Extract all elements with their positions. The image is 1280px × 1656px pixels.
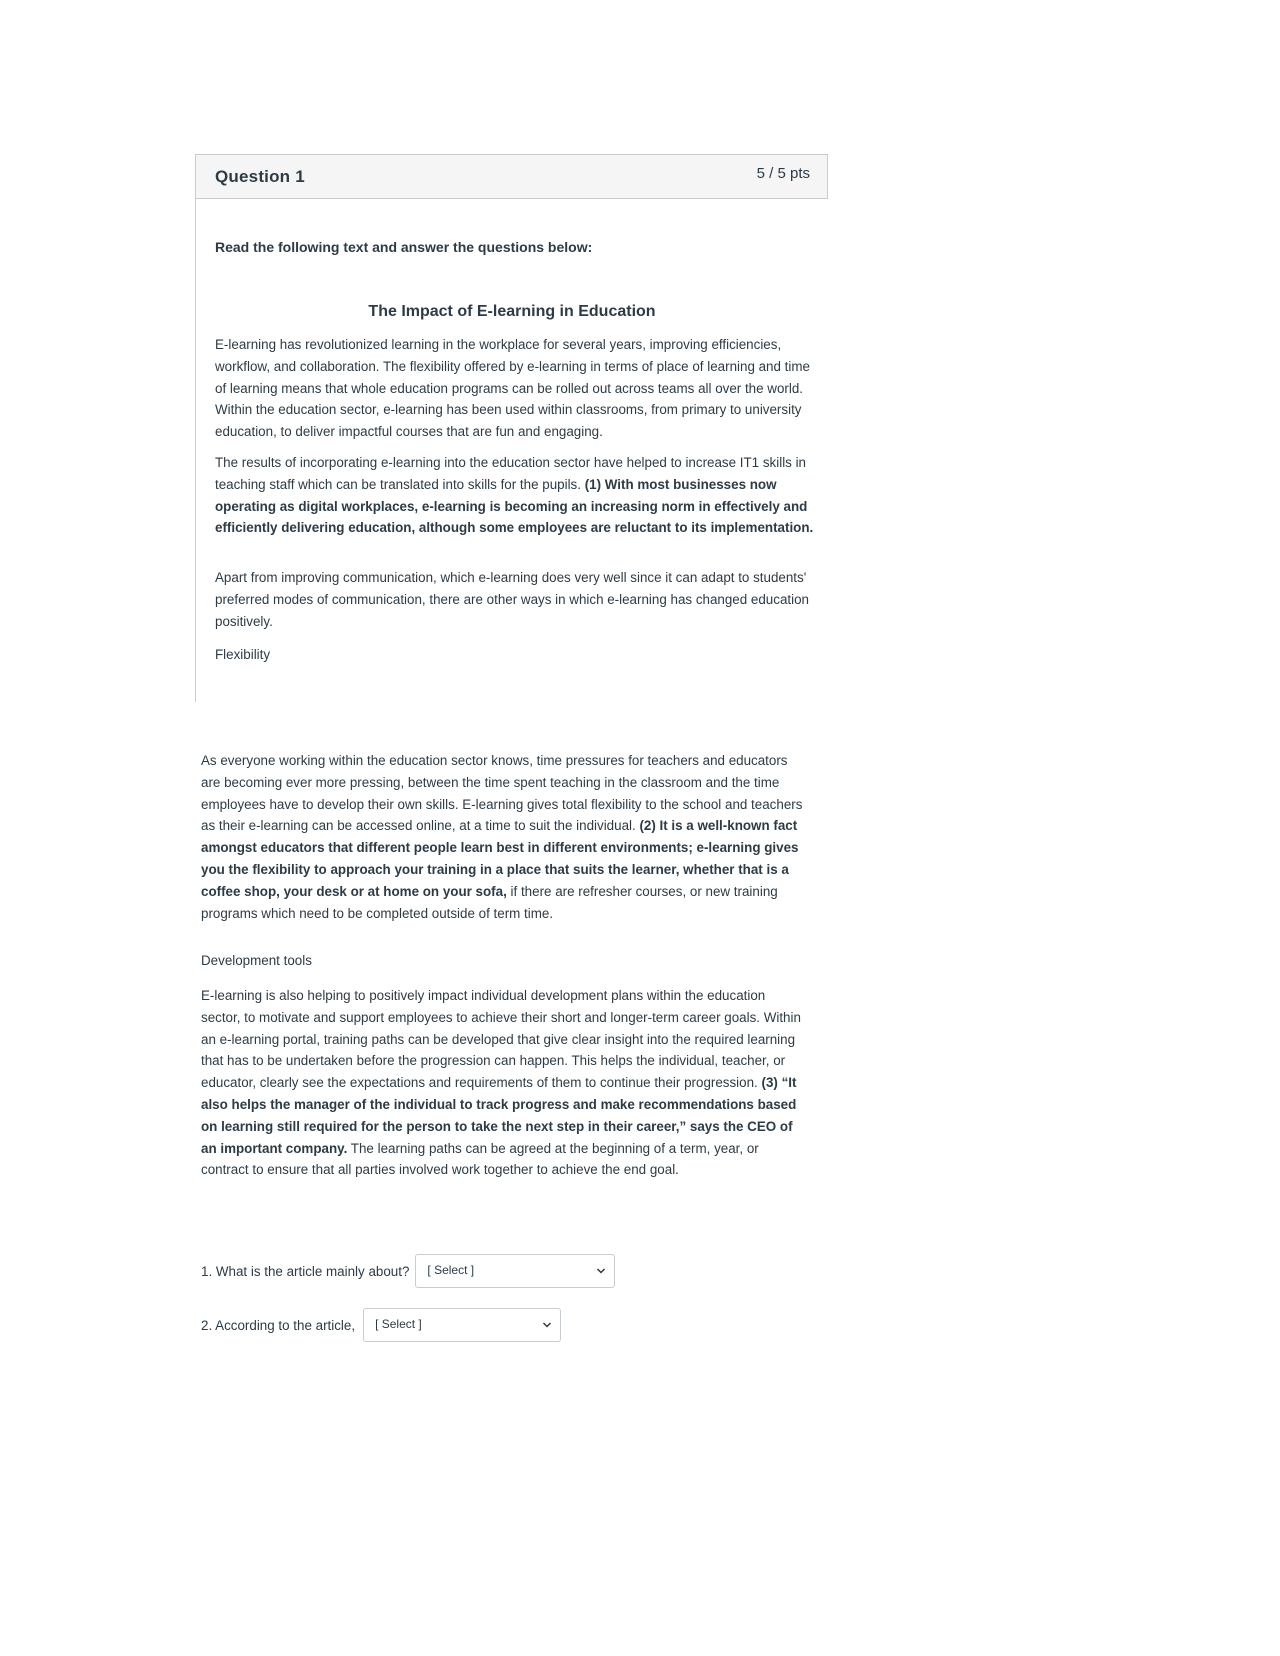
article-paragraph-2-bold: (1) With most businesses now operating as digital workplaces, e-learning is becoming an increasing norm in effectively and efficiently delivering education, although some employees are reluctant to its implementation.: [215, 476, 814, 536]
article-paragraph-4: [201, 750, 806, 924]
question-1-select-value: [ Select ]: [427, 1263, 475, 1277]
question-title: Question 1: [215, 167, 305, 186]
lower-panel: [182, 735, 812, 1340]
article-paragraph-5: [201, 985, 806, 1181]
subheading-flexibility: Flexibility: [215, 647, 271, 662]
chevron-down-icon: [596, 1267, 606, 1275]
article-paragraph-4-bold: (2) It is a well-known fact amongst educators that different people learn best in different environments; e-learning gives you the flexibility to approach your training in a place that suits the learner, whether that is a coffee shop, your desk or at home on your sofa,: [201, 818, 799, 899]
question-row-1: [201, 1253, 615, 1289]
question-1-label: 1. What is the article mainly about?: [201, 1263, 410, 1279]
subheading-development-tools: Development tools: [201, 953, 312, 968]
article-paragraph-5-tail: The learning paths can be agreed at the beginning of a term, year, or contract to ensure that all parties involved work together to achieve the end goal.: [201, 1140, 759, 1178]
question-row-2: [201, 1307, 561, 1343]
article-paragraph-2: [215, 452, 815, 539]
question-2-select-value: [ Select ]: [375, 1317, 422, 1331]
article-paragraph-5-bold: (3) “It also helps the manager of the individual to track progress and make recommendations based on learning still required for the person to take the next step in their career,” says the CEO of an important company.: [201, 1075, 797, 1156]
question-2-select[interactable]: [363, 1308, 561, 1342]
question-points: 5 / 5 pts: [756, 165, 810, 182]
article-paragraph-1: E-learning has revolutionized learning in the workplace for several years, improving efficiencies, workflow, and collaboration. The flexibility offered by e-learning in terms of place of learning and time of learning means that whole education programs can be rolled out across teams all over the world. Within the education sector, e-learning has been used within classrooms, from primary to university education, to deliver impactful courses that are fun and engaging.: [215, 337, 810, 440]
article-paragraph-3: Apart from improving communication, which e-learning does very well since it can adapt to students' preferred modes of communication, there are other ways in which e-learning has changed education positively.: [215, 570, 809, 629]
question-card: [195, 154, 827, 702]
article-paragraph-5-text: E-learning is also helping to positively impact individual development plans within the education sector, to motivate and support employees to achieve their short and longer-term career goals. Within an e-learning portal, training paths can be developed that give clear insight into the required learning that has to be undertaken before the progression can happen. This helps the individual, teacher, or educator, clearly see the expectations and requirements of them to continue their progression.: [201, 988, 801, 1091]
question-instruction: Read the following text and answer the questions below:: [215, 239, 593, 255]
article-paragraph-2-text: The results of incorporating e-learning into the education sector have helped to increase IT1 skills in teaching staff which can be translated into skills for the pupils.: [215, 455, 807, 492]
question-1-select[interactable]: [415, 1254, 615, 1288]
question-2-label: 2. According to the article,: [201, 1317, 356, 1333]
article-paragraph-4-tail: if there are refresher courses, or new training programs which need to be completed outside of term time.: [201, 883, 778, 921]
question-header: [196, 154, 828, 199]
chevron-down-icon: [542, 1321, 552, 1329]
article-title: The Impact of E-learning in Education: [368, 303, 656, 320]
article-paragraph-4-text: As everyone working within the education sector knows, time pressures for teachers and educators are becoming ever more pressing, between the time spent teaching in the classroom and the time employees have to develop their own skills. E-learning gives total flexibility to the school and teachers as their e-learning can be accessed online, at a time to suit the individual.: [201, 753, 803, 834]
